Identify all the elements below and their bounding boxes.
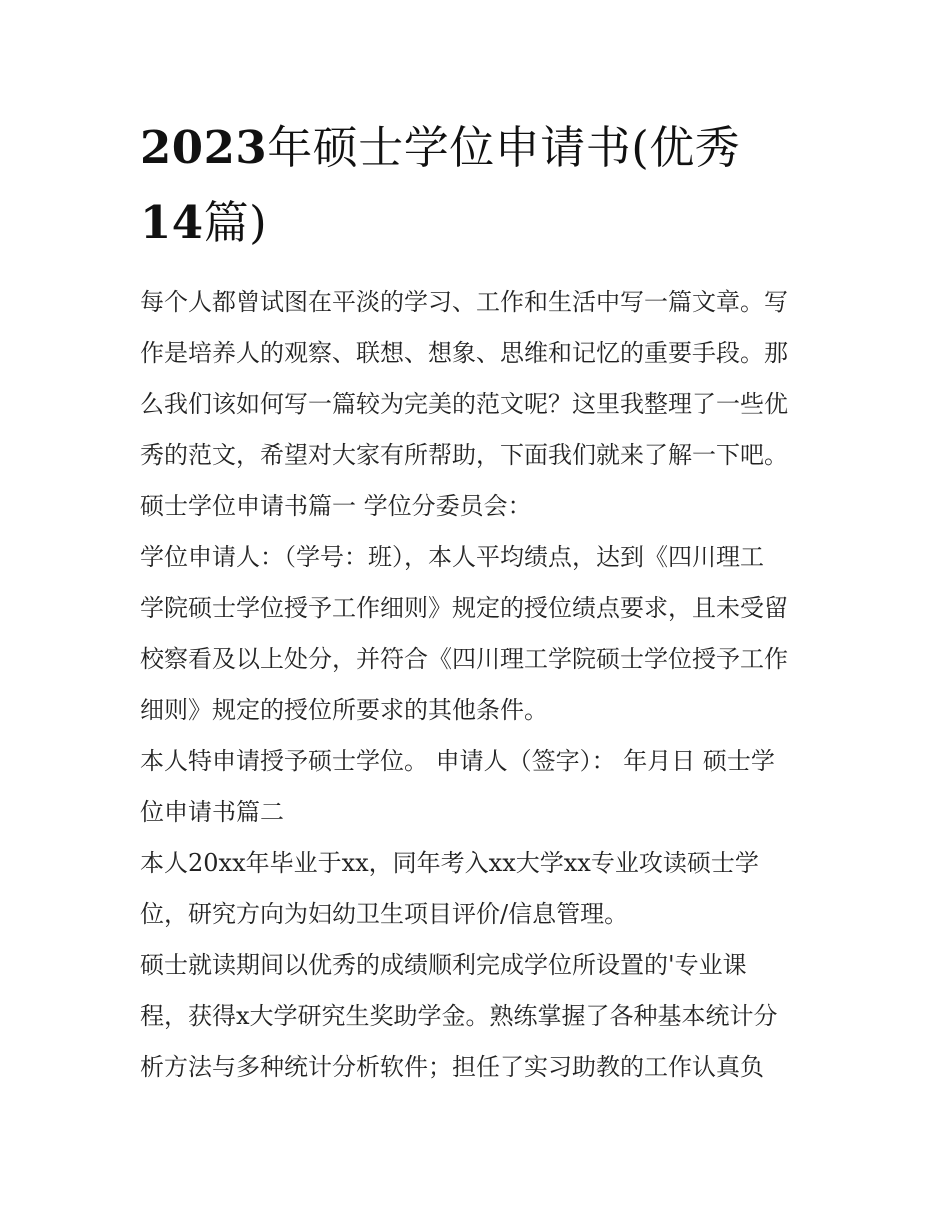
- text-line: 细则》规定的授位所要求的其他条件。: [140, 696, 548, 724]
- text-line: 么我们该如何写一篇较为完美的范文呢？这里我整理了一些优: [140, 390, 788, 418]
- text-line: 秀的范文，希望对大家有所帮助，下面我们就来了解一下吧。: [140, 441, 788, 469]
- text-line: 校察看及以上处分，并符合《四川理工学院硕士学位授予工作: [140, 645, 788, 673]
- title-line-2: [140, 185, 820, 260]
- title-count: 14: [140, 196, 204, 249]
- text-line: 程，获得x大学研究生奖助学金。熟练掌握了各种基本统计分: [140, 1002, 778, 1030]
- text-line: 位，研究方向为妇幼卫生项目评价/信息管理。: [140, 900, 629, 928]
- text-line: 作是培养人的观察、联想、想象、思维和记忆的重要手段。那: [140, 339, 788, 367]
- title-line-1: [140, 110, 820, 185]
- document-title: [140, 110, 820, 260]
- title-text: 年硕士学位申请书(优秀: [267, 121, 741, 174]
- section-heading-line: 硕士学位申请书篇一 学位分委员会：: [140, 492, 532, 520]
- text-line: 硕士就读期间以优秀的成绩顺利完成学位所设置的'专业课: [140, 951, 747, 979]
- text-line: 学院硕士学位授予工作细则》规定的授位绩点要求，且未受留: [140, 594, 788, 622]
- text-line: 析方法与多种统计分析软件；担任了实习助教的工作认真负: [140, 1053, 764, 1081]
- text-line: 每个人都曾试图在平淡的学习、工作和生活中写一篇文章。写: [140, 288, 788, 316]
- text-line: 学位申请人：（学号：班），本人平均绩点，达到《四川理工: [140, 543, 764, 571]
- document-body: [140, 277, 820, 1093]
- text-line: 本人特申请授予硕士学位。 申请人（签字）： 年月日 硕士学: [140, 747, 775, 775]
- text-line: 本人20xx年毕业于xx，同年考入xx大学xx专业攻读硕士学: [140, 849, 759, 877]
- section-heading-line: 位申请书篇二: [140, 798, 284, 826]
- title-year: 2023: [140, 121, 268, 174]
- title-suffix: 篇): [203, 196, 268, 249]
